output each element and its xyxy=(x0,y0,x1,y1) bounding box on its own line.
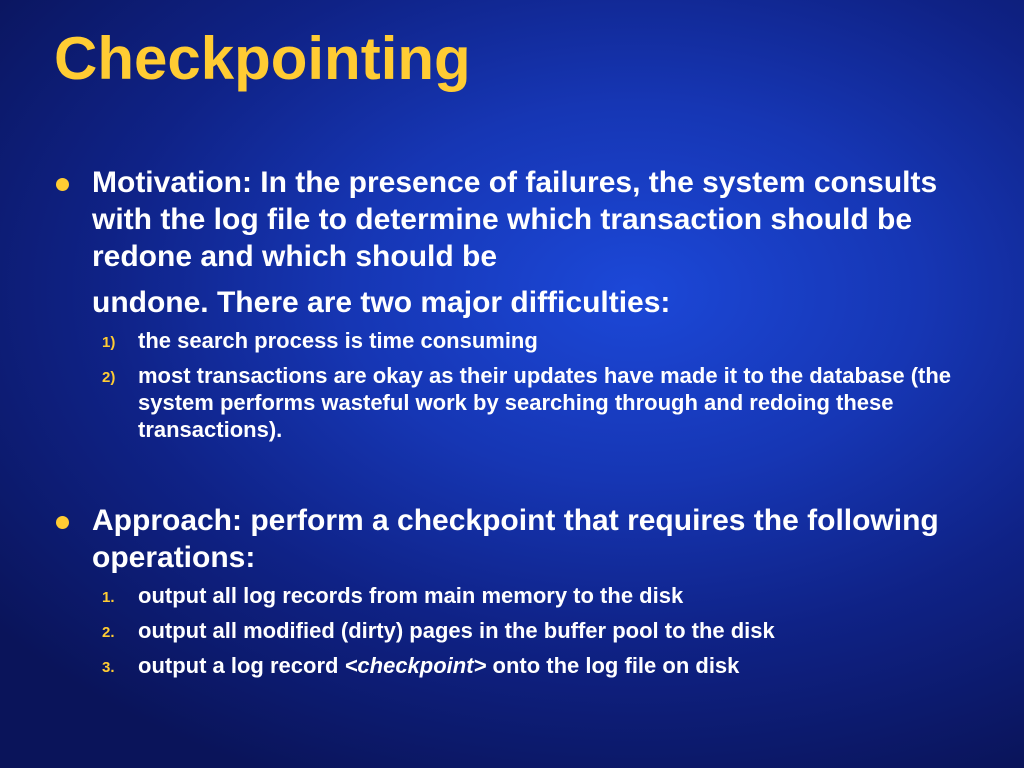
list-item-text-before: output a log record xyxy=(138,653,345,678)
bullet-text-main: Motivation: In the presence of failures, the system consults with the log file to determine which transaction should be redone and which should be xyxy=(92,166,938,273)
slide-title: Checkpointing xyxy=(54,25,471,92)
list-item xyxy=(102,617,966,644)
bullet-text xyxy=(92,164,966,321)
list-item-text: output all modified (dirty) pages in the buffer pool to the disk xyxy=(138,618,775,643)
list-item xyxy=(102,582,966,609)
bullet-dot xyxy=(56,516,69,529)
list-marker: 3. xyxy=(102,659,115,676)
list-marker: 2. xyxy=(102,624,115,641)
list-item-text: output all log records from main memory to the disk xyxy=(138,583,684,608)
checkpoint-keyword: <checkpoint> xyxy=(344,653,487,678)
difficulties-list xyxy=(102,327,966,443)
bullet-motivation xyxy=(56,164,966,451)
list-item-text: the search process is time consuming xyxy=(138,328,538,353)
bullet-dot xyxy=(56,178,69,191)
list-item-text-after: onto the log file on disk xyxy=(486,653,740,678)
list-marker: 2) xyxy=(102,369,116,386)
bullet-approach xyxy=(56,502,966,687)
list-item xyxy=(102,652,966,679)
bullet-text: Approach: perform a checkpoint that requires the following operations: xyxy=(92,504,939,574)
operations-list xyxy=(102,582,966,679)
list-item xyxy=(102,362,966,443)
bullet-text-last-line: undone. There are two major difficulties: xyxy=(92,286,671,319)
list-item xyxy=(102,327,966,354)
list-marker: 1) xyxy=(102,334,116,351)
list-marker: 1. xyxy=(102,589,115,606)
list-item-text: most transactions are okay as their updates have made it to the database (the system performs wasteful work by searching through and redoing these transactions). xyxy=(138,363,952,442)
